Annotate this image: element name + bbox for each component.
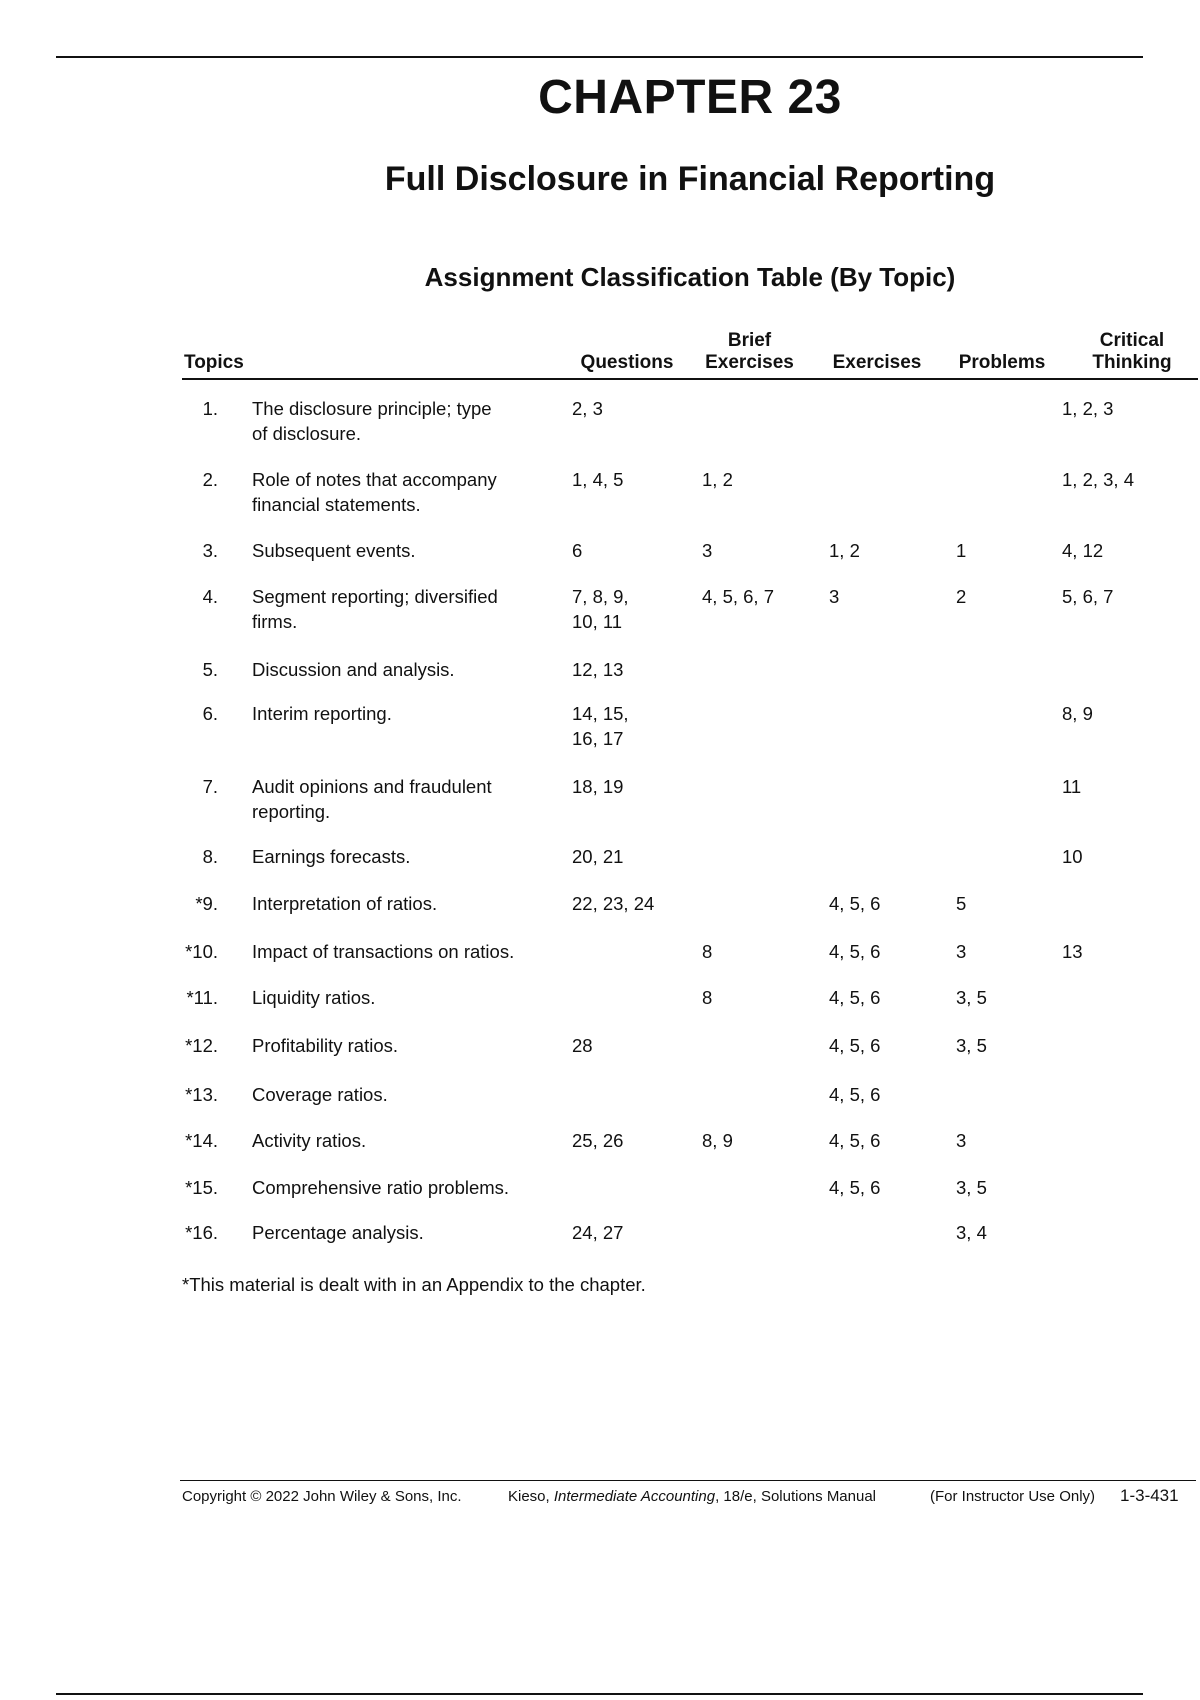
topic-number: *10. <box>185 941 218 962</box>
exercises-cell: 1, 2 <box>829 540 860 561</box>
topic-number: *15. <box>185 1177 218 1198</box>
column-header-topics: Topics <box>184 352 244 373</box>
table-row <box>182 467 1182 538</box>
topic-number: 7. <box>202 776 218 797</box>
topic-number: 4. <box>202 586 218 607</box>
exercises-cell: 3 <box>829 586 840 607</box>
footnote: *This material is dealt with in an Appendix to the chapter. <box>182 1274 646 1295</box>
page-number: 1-3-431 <box>1120 1486 1179 1505</box>
table-row <box>182 891 1182 939</box>
table-row <box>182 985 1182 1033</box>
brief-exercises-cell: 3 <box>702 540 713 561</box>
column-header-exercises: Exercises <box>832 352 922 373</box>
topic-number: *12. <box>185 1035 218 1056</box>
topic-text: Comprehensive ratio problems. <box>252 1177 510 1198</box>
topic-number: *16. <box>185 1222 218 1243</box>
critical-thinking-cell: 11 <box>1062 776 1082 797</box>
critical-thinking-cell: 1, 2, 3, 4 <box>1062 469 1134 490</box>
exercises-cell: 4, 5, 6 <box>829 1130 881 1151</box>
questions-cell: 2, 3 <box>572 398 603 419</box>
critical-thinking-cell: 10 <box>1062 846 1083 867</box>
topic-text: Interim reporting. <box>252 703 392 724</box>
questions-cell: 7, 8, 9, 10, 11 <box>572 586 629 632</box>
table-row <box>182 844 1182 891</box>
footer-book-title: Intermediate Accounting <box>553 1488 716 1505</box>
footer-rule <box>180 1480 1196 1481</box>
problems-cell: 3, 5 <box>956 1177 987 1198</box>
problems-cell: 3, 4 <box>956 1222 987 1243</box>
footer-book-citation <box>508 1488 876 1505</box>
critical-thinking-cell: 13 <box>1062 941 1083 962</box>
topic-number: 8. <box>202 846 218 867</box>
questions-cell: 24, 27 <box>572 1222 624 1243</box>
column-header-critical-thinking: Critical Thinking <box>1092 330 1172 373</box>
table-title: Assignment Classification Table (By Topic) <box>424 262 956 292</box>
table-row <box>182 1175 1182 1220</box>
table-header <box>182 326 1198 380</box>
bottom-rule <box>56 1693 1143 1695</box>
brief-exercises-cell: 8 <box>702 987 713 1008</box>
topic-number: 1. <box>202 398 218 419</box>
table-row <box>182 657 1182 701</box>
problems-cell: 3 <box>956 1130 967 1151</box>
topic-text: The disclosure principle; type of disclosure. <box>252 398 492 444</box>
column-header-questions: Questions <box>580 352 674 373</box>
questions-cell: 25, 26 <box>572 1130 624 1151</box>
footer-edition: , 18/e, Solutions Manual <box>715 1488 877 1505</box>
topic-number: 5. <box>202 659 218 680</box>
table-body <box>182 396 1182 1260</box>
problems-cell: 3, 5 <box>956 987 987 1008</box>
critical-thinking-cell: 1, 2, 3 <box>1062 398 1114 419</box>
table-row <box>182 939 1182 985</box>
exercises-cell: 4, 5, 6 <box>829 941 881 962</box>
footer-usage-note: (For Instructor Use Only) <box>930 1488 1096 1505</box>
problems-cell: 1 <box>956 540 967 561</box>
exercises-cell: 4, 5, 6 <box>829 1035 881 1056</box>
topic-text: Percentage analysis. <box>252 1222 424 1243</box>
questions-cell: 12, 13 <box>572 659 624 680</box>
topic-text: Segment reporting; diversified firms. <box>252 586 498 632</box>
topic-text: Discussion and analysis. <box>252 659 455 680</box>
topic-text: Earnings forecasts. <box>252 846 411 867</box>
questions-cell: 1, 4, 5 <box>572 469 624 490</box>
topic-number: 3. <box>202 540 218 561</box>
table-row <box>182 1220 1182 1260</box>
brief-exercises-cell: 4, 5, 6, 7 <box>702 586 774 607</box>
exercises-cell: 4, 5, 6 <box>829 1084 881 1105</box>
footer-author: Kieso, <box>508 1488 554 1505</box>
problems-cell: 3, 5 <box>956 1035 987 1056</box>
exercises-cell: 4, 5, 6 <box>829 1177 881 1198</box>
topic-text: Impact of transactions on ratios. <box>252 941 515 962</box>
table-row <box>182 701 1182 774</box>
topic-number: *11. <box>186 987 218 1008</box>
topic-text: Audit opinions and fraudulent reporting. <box>252 776 492 822</box>
topic-text: Role of notes that accompany financial statements. <box>252 469 497 515</box>
table-row <box>182 1033 1182 1082</box>
critical-thinking-cell: 5, 6, 7 <box>1062 586 1114 607</box>
exercises-cell: 4, 5, 6 <box>829 893 881 914</box>
exercises-cell: 4, 5, 6 <box>829 987 881 1008</box>
chapter-heading: CHAPTER 23 <box>538 71 842 124</box>
topic-number: *13. <box>185 1084 218 1105</box>
topic-text: Coverage ratios. <box>252 1084 388 1105</box>
top-rule <box>56 56 1143 58</box>
questions-cell: 28 <box>572 1035 593 1056</box>
critical-thinking-cell: 8, 9 <box>1062 703 1093 724</box>
problems-cell: 2 <box>956 586 967 607</box>
table-row <box>182 584 1182 657</box>
brief-exercises-cell: 8 <box>702 941 713 962</box>
brief-exercises-cell: 1, 2 <box>702 469 733 490</box>
topic-text: Liquidity ratios. <box>252 987 376 1008</box>
topic-text: Subsequent events. <box>252 540 416 561</box>
questions-cell: 22, 23, 24 <box>572 893 655 914</box>
topic-number: *14. <box>185 1130 218 1151</box>
column-header-brief-exercises: Brief Exercises <box>705 330 794 373</box>
topic-text: Interpretation of ratios. <box>252 893 438 914</box>
questions-cell: 18, 19 <box>572 776 624 797</box>
table-row <box>182 538 1182 584</box>
topic-text: Profitability ratios. <box>252 1035 398 1056</box>
topic-number: 6. <box>202 703 218 724</box>
topic-number: *9. <box>195 893 218 914</box>
table-row <box>182 1128 1182 1175</box>
column-header-problems: Problems <box>958 352 1046 373</box>
chapter-subtitle: Full Disclosure in Financial Reporting <box>384 160 996 198</box>
questions-cell: 20, 21 <box>572 846 624 867</box>
questions-cell: 14, 15, 16, 17 <box>572 703 629 749</box>
table-row <box>182 1082 1182 1128</box>
table-row <box>182 774 1182 844</box>
critical-thinking-cell: 4, 12 <box>1062 540 1104 561</box>
problems-cell: 5 <box>956 893 967 914</box>
brief-exercises-cell: 8, 9 <box>702 1130 733 1151</box>
topic-number: 2. <box>202 469 218 490</box>
problems-cell: 3 <box>956 941 967 962</box>
questions-cell: 6 <box>572 540 583 561</box>
table-row <box>182 396 1182 467</box>
topic-text: Activity ratios. <box>252 1130 367 1151</box>
footer-copyright: Copyright © 2022 John Wiley & Sons, Inc. <box>182 1488 462 1505</box>
